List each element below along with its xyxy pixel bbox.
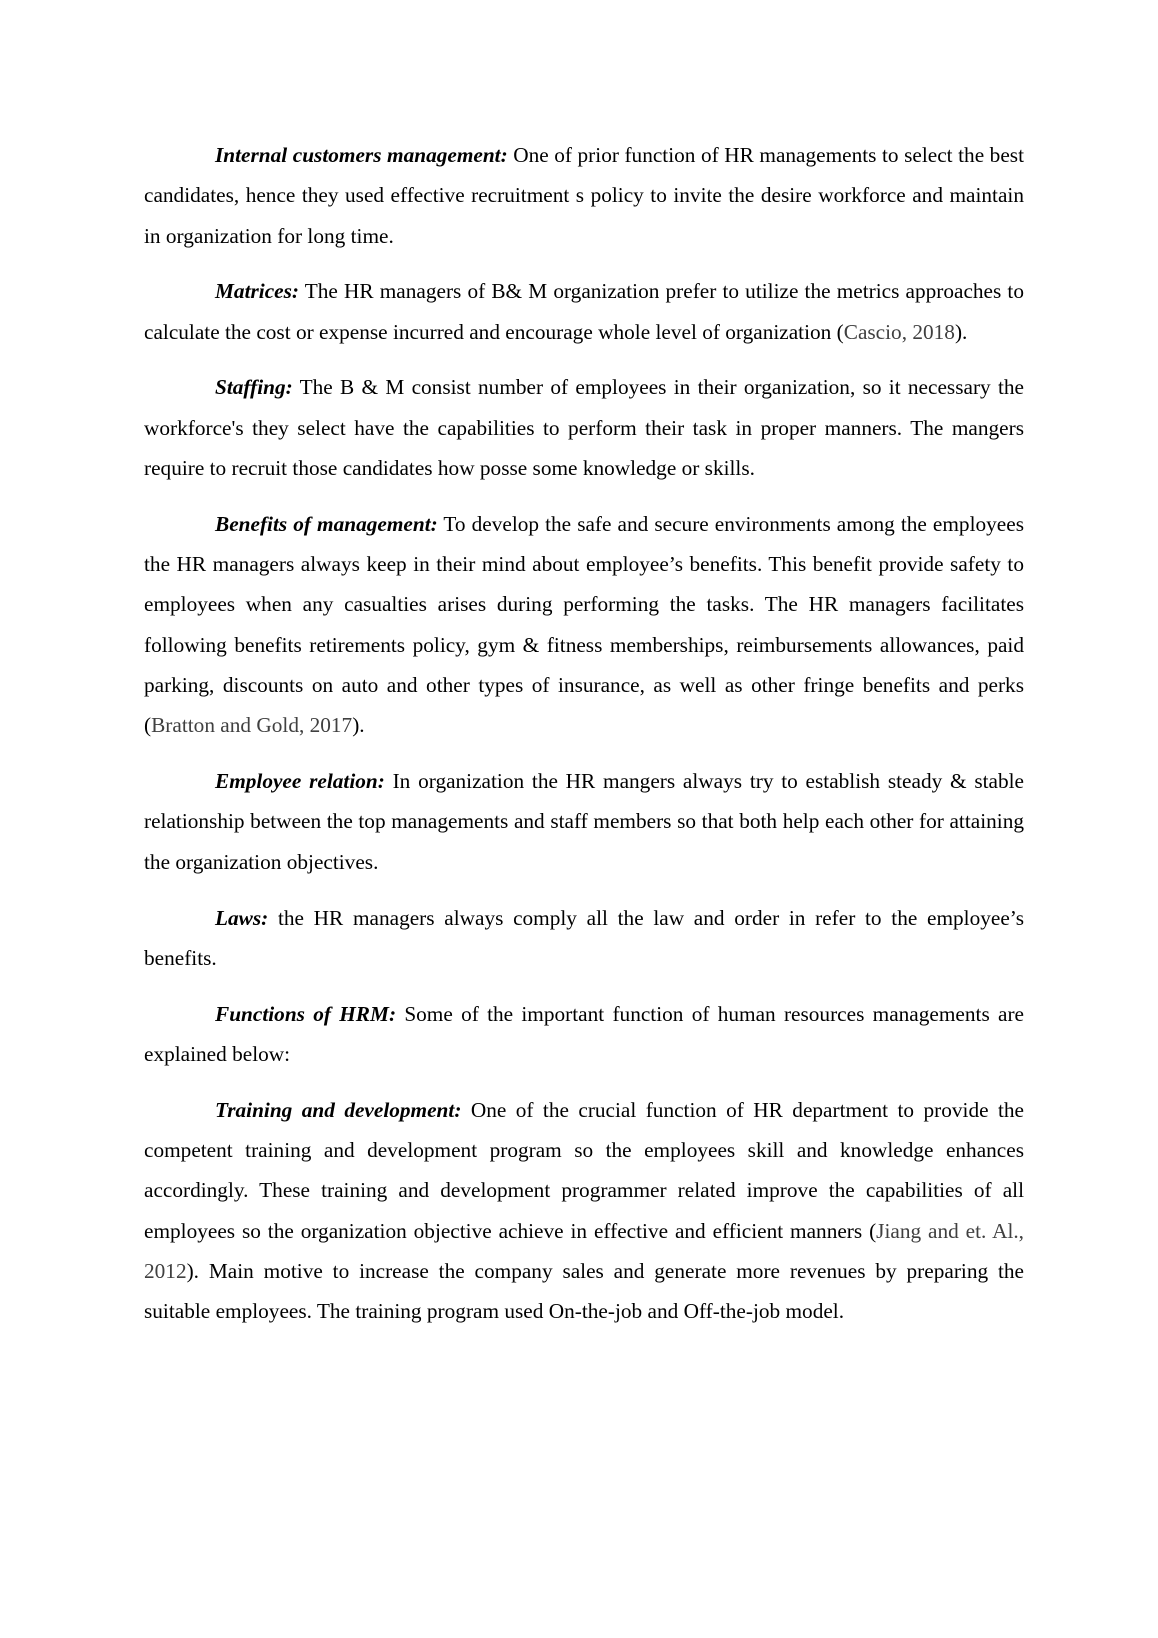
paragraph-text-after: ). xyxy=(954,319,968,344)
paragraph-text: The HR managers of B& M organization prefer to utilize the metrics approaches to calculate the cost or expense incurred and encourage whole level of organization ( xyxy=(144,279,1024,344)
paragraph-heading: Training and development: xyxy=(215,1097,462,1122)
paragraph-staffing xyxy=(144,367,1024,488)
citation: Bratton and Gold, 2017 xyxy=(151,713,353,738)
paragraph-laws xyxy=(144,898,1024,979)
paragraph-benefits-of-management xyxy=(144,504,1024,746)
paragraph-heading: Employee relation: xyxy=(215,769,385,794)
paragraph-internal-customers-management xyxy=(144,135,1024,256)
paragraph-employee-relation xyxy=(144,761,1024,882)
paragraph-matrices xyxy=(144,271,1024,352)
paragraph-text: The B & M consist number of employees in their organization, so it necessary the workforce's they select have the capabilities to perform their task in proper manners. The mangers require to recruit those candidates how posse some knowledge or skills. xyxy=(144,375,1024,481)
paragraph-training-and-development xyxy=(144,1090,1024,1332)
paragraph-text-after: ). Main motive to increase the company sales and generate more revenues by preparing the suitable employees. The training program used On-the-job and Off-the-job model. xyxy=(144,1258,1024,1324)
paragraph-heading: Internal customers management: xyxy=(215,143,508,167)
paragraph-text: In organization the HR mangers always try to establish steady & stable relationship between the top managements and staff members so that both help each other for attaining the organization objectives. xyxy=(144,769,1024,874)
paragraph-heading: Benefits of management: xyxy=(215,511,438,536)
paragraph-heading: Staffing: xyxy=(215,375,293,400)
paragraph-text: One of prior function of HR managements to select the best candidates, hence they used effective recruitment s policy to invite the desire workforce and maintain in organization for long time. xyxy=(144,143,1024,248)
paragraph-functions-of-hrm xyxy=(144,994,1024,1075)
paragraph-heading: Matrices: xyxy=(215,279,299,304)
paragraph-heading: Laws: xyxy=(215,905,269,930)
document-body xyxy=(144,135,1024,1347)
paragraph-text: Some of the important function of human resources managements are explained below: xyxy=(144,1001,1024,1066)
paragraph-heading: Functions of HRM: xyxy=(215,1001,397,1026)
citation: Jiang and et. Al., 2012 xyxy=(144,1218,1025,1283)
paragraph-text-after: ). xyxy=(352,713,365,738)
paragraph-text: To develop the safe and secure environments among the employees the HR managers always keep in their mind about employee’s benefits. This benefit provide safety to employees when any casualties arises during performing the tasks. The HR managers facilitates following benefits retirements policy, gym & fitness memberships, reimbursements allowances, paid parking, discounts on auto and other types of insurance, as well as other fringe benefits and perks ( xyxy=(144,511,1024,738)
citation: Cascio, 2018 xyxy=(843,319,955,344)
paragraph-text: the HR managers always comply all the law and order in refer to the employee’s benefits. xyxy=(144,905,1024,970)
paragraph-text: One of the crucial function of HR department to provide the competent training and development program so the employees skill and knowledge enhances accordingly. These training and development programmer related improve the capabilities of all employees so the organization objective achieve in effective and efficient manners ( xyxy=(144,1097,1025,1243)
